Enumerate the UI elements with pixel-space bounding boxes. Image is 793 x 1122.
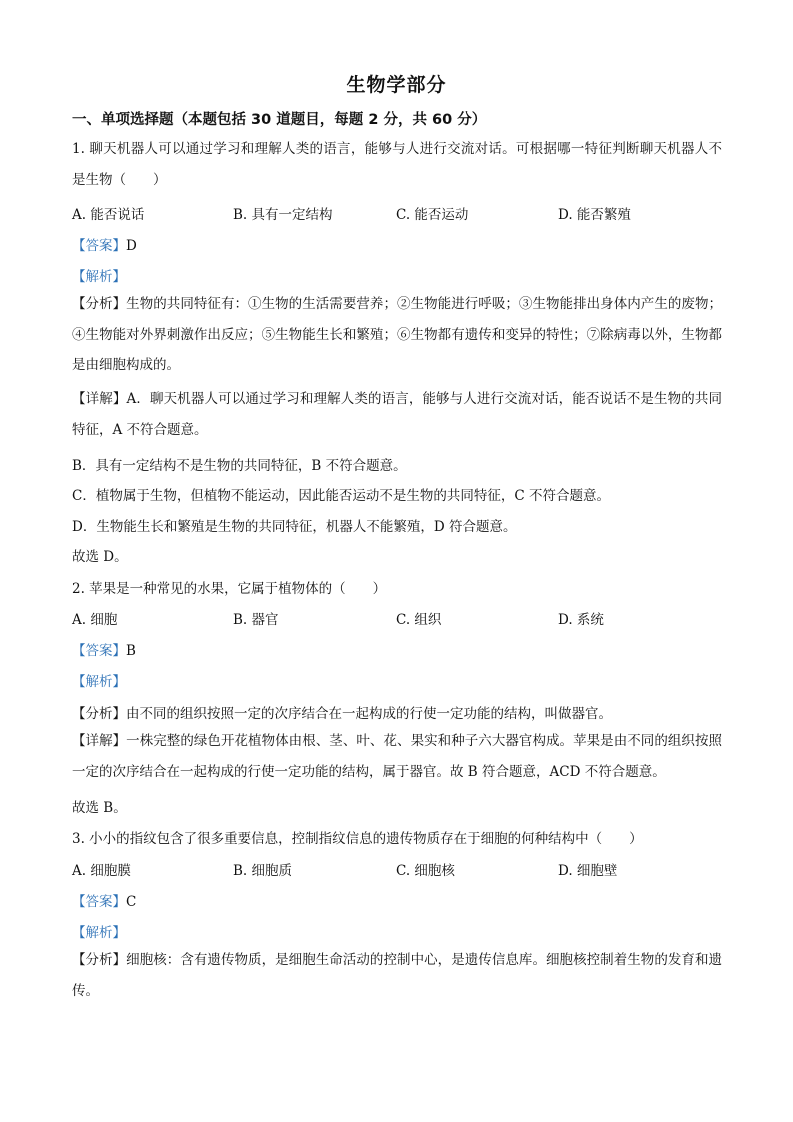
q1-answer-line bbox=[72, 234, 137, 254]
q3-option-d: D. 细胞壁 bbox=[558, 863, 618, 879]
answer-tag: 【答案】 bbox=[72, 643, 126, 659]
answer-tag: 【答案】 bbox=[72, 238, 126, 254]
q1-line-b: B．具有一定结构不是生物的共同特征，B 不符合题意。 bbox=[72, 458, 407, 474]
analysis-tag: 【解析】 bbox=[72, 674, 126, 690]
question-2-stem: 2. 苹果是一种常见的水果，它属于植物体的（ ） bbox=[72, 581, 387, 597]
q1-option-c: C. 能否运动 bbox=[396, 207, 469, 223]
q3-analysis-line bbox=[72, 921, 126, 941]
q3-fenxi bbox=[72, 945, 722, 1006]
q3-option-c: C. 细胞核 bbox=[396, 863, 455, 879]
q2-option-d: D. 系统 bbox=[558, 612, 604, 628]
q1-conclusion: 故选 D。 bbox=[72, 549, 128, 565]
q1-analysis-line bbox=[72, 265, 126, 285]
xiangjie-tag: 【详解】 bbox=[72, 391, 127, 407]
q3-answer: C bbox=[126, 894, 137, 910]
q1-xiangjie-text: A．聊天机器人可以通过学习和理解人类的语言，能够与人进行交流对话，能否说话不是生物的共同特征，A 不符合题意。 bbox=[72, 391, 723, 438]
q1-line-d: D．生物能生长和繁殖是生物的共同特征，机器人不能繁殖，D 符合题意。 bbox=[72, 519, 517, 535]
q1-option-d: D. 能否繁殖 bbox=[558, 207, 631, 223]
q2-option-a: A. 细胞 bbox=[72, 612, 118, 628]
q2-answer-line bbox=[72, 639, 136, 659]
answer-tag: 【答案】 bbox=[72, 894, 126, 910]
q3-answer-line bbox=[72, 890, 136, 910]
fenxi-tag: 【分析】 bbox=[72, 952, 127, 968]
q1-answer: D bbox=[126, 238, 137, 254]
analysis-tag: 【解析】 bbox=[72, 269, 126, 285]
page-title: 生物学部分 bbox=[346, 74, 447, 96]
q2-analysis-line bbox=[72, 670, 126, 690]
q2-option-c: C. 组织 bbox=[396, 612, 442, 628]
fenxi-tag: 【分析】 bbox=[72, 706, 126, 722]
analysis-tag: 【解析】 bbox=[72, 925, 126, 941]
q1-xiangjie bbox=[72, 384, 722, 445]
xiangjie-tag: 【详解】 bbox=[72, 733, 127, 749]
section-heading: 一、单项选择题（本题包括 30 道题目，每题 2 分，共 60 分） bbox=[72, 112, 487, 128]
q3-fenxi-text: 细胞核：含有遗传物质，是细胞生命活动的控制中心，是遗传信息库。细胞核控制着生物的发育和遗传。 bbox=[72, 952, 723, 999]
q2-answer: B bbox=[126, 643, 136, 659]
q1-fenxi bbox=[72, 289, 722, 381]
q1-option-a: A. 能否说话 bbox=[72, 207, 145, 223]
q2-fenxi-text: 由不同的组织按照一定的次序结合在一起构成的行使一定功能的结构，叫做器官。 bbox=[126, 706, 612, 722]
q2-fenxi bbox=[72, 702, 612, 722]
fenxi-tag: 【分析】 bbox=[72, 296, 127, 312]
question-1-stem: 1. 聊天机器人可以通过学习和理解人类的语言，能够与人进行交流对话。可根据哪一特征判断聊天机器人不是生物（ ） bbox=[72, 141, 722, 188]
q2-option-b: B. 器官 bbox=[233, 612, 279, 628]
q1-line-c: C．植物属于生物，但植物不能运动，因此能否运动不是生物的共同特征，C 不符合题意。 bbox=[72, 488, 610, 504]
q1-option-b: B. 具有一定结构 bbox=[233, 207, 333, 223]
q2-conclusion: 故选 B。 bbox=[72, 800, 127, 816]
q3-option-a: A. 细胞膜 bbox=[72, 863, 131, 879]
q3-option-b: B. 细胞质 bbox=[233, 863, 293, 879]
question-3-stem: 3. 小小的指纹包含了很多重要信息，控制指纹信息的遗传物质存在于细胞的何种结构中（ ） bbox=[72, 831, 643, 847]
q2-xiangjie bbox=[72, 726, 722, 787]
q1-fenxi-text: 生物的共同特征有：①生物的生活需要营养；②生物能进行呼吸；③生物能排出身体内产生的废物；④生物能对外界刺激作出反应；⑤生物能生长和繁殖；⑥生物都有遗传和变异的特性；⑦除病毒以外，生物都是由细胞构成的。 bbox=[72, 296, 723, 373]
q2-xiangjie-text: 一株完整的绿色开花植物体由根、茎、叶、花、果实和种子六大器官构成。苹果是由不同的组织按照一定的次序结合在一起构成的行使一定功能的结构，属于器官。故 B 符合题意，ACD 不符合题意。 bbox=[72, 733, 723, 780]
